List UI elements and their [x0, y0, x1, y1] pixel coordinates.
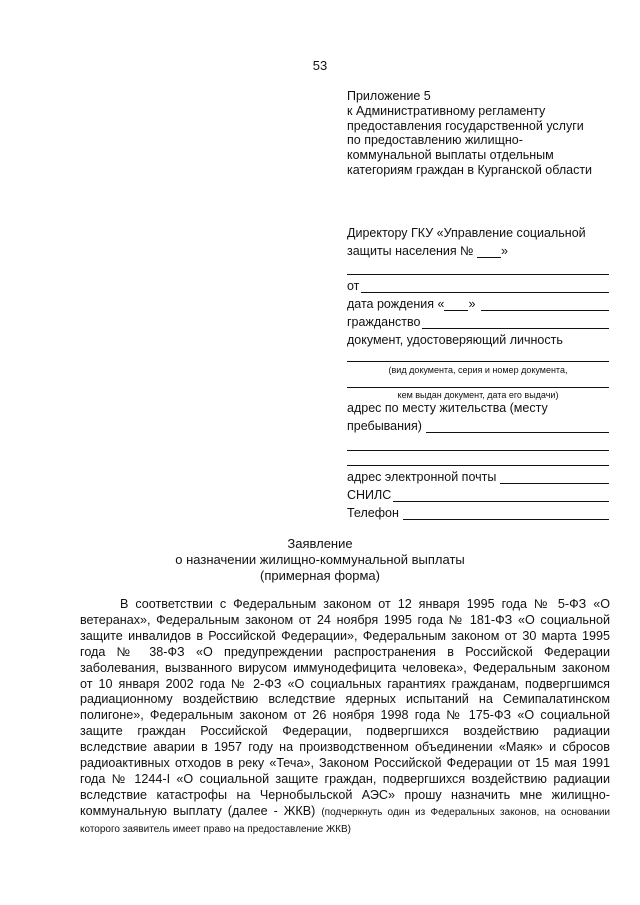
- residence-row-1: [347, 400, 609, 415]
- annex-line: к Административному регламенту: [347, 103, 546, 118]
- phone-row: [347, 502, 609, 520]
- issued-caption: кем выдан документ, дата его выдачи): [397, 390, 559, 400]
- email-label: адрес электронной почты: [347, 470, 497, 484]
- document-row: [347, 329, 609, 347]
- annex-header: [347, 89, 617, 178]
- addressee-block: [347, 222, 609, 520]
- residence-field[interactable]: [426, 420, 609, 433]
- title-form-note: (примерная форма): [260, 568, 380, 583]
- snils-field[interactable]: [393, 489, 609, 502]
- annex-line: категориям граждан в Курганской области: [347, 162, 593, 177]
- birth-date-mid: »: [468, 297, 476, 311]
- document-title: [0, 536, 640, 584]
- residence-label: адрес по месту жительства (месту: [347, 401, 548, 415]
- underline-note: (подчеркнуть один из Федеральных законов, на основании которого заявитель имеет право на предоставление ЖКВ): [80, 806, 611, 835]
- document-caption: (вид документа, серия и номер документа,: [388, 365, 568, 375]
- email-field[interactable]: [500, 471, 609, 484]
- citizenship-label: гражданство: [347, 315, 421, 329]
- department-prefix: защиты населения №: [347, 244, 474, 258]
- document-field[interactable]: [347, 361, 609, 362]
- citizenship-field[interactable]: [422, 316, 609, 329]
- citizenship-row: [347, 311, 609, 329]
- page-number: 53: [312, 58, 328, 73]
- application-text: В соответствии с Федеральным законом от 12 января 1995 года № 5-ФЗ «О ветеранах», Федеральным законом от 24 ноября 1995 года № 181-ФЗ «О социальной защите инвалидов в Российской Федерации», Федеральным законом от 30 марта 1995 года № 38-ФЗ «О предупреждении распространения в Российской Федерации заболевания, вызванного вирусом иммунодефицита человека», Федеральным законом от 10 января 2002 года № 2-ФЗ «О социальных гарантиях гражданам, подвергшимся радиационному воздействию вследствие ядерных испытаний на Семипалатинском полигоне», Федеральным законом от 26 ноября 1998 года № 175-ФЗ «О социальной защите граждан Российской Федерации, подвергшихся воздействию радиации вследствие аварии в 1957 году на производственном объединении «Маяк» и сбросов радиоактивных отходов в реку «Теча», Законом Российской Федерации от 15 мая 1991 года № 1244-I «О социальной защите граждан, подвергшихся воздействию радиации вследствие катастрофы на Чернобыльской АЭС» прошу назначить мне жилищно-коммунальную выплату (далее - ЖКВ): [80, 597, 610, 818]
- document-label: документ, удостоверяющий личность: [347, 333, 563, 347]
- spacer: [347, 451, 609, 465]
- birth-month-year-field[interactable]: [481, 298, 609, 311]
- issued-field[interactable]: [347, 387, 609, 388]
- email-row: [347, 466, 609, 484]
- department-suffix: »: [501, 244, 508, 258]
- annex-line: по предоставлению жилищно-: [347, 133, 523, 148]
- snils-label: СНИЛС: [347, 488, 392, 502]
- director-line: [347, 222, 609, 240]
- annex-line: коммунальной выплаты отдельным: [347, 148, 554, 163]
- birth-date-label: дата рождения «: [347, 297, 445, 311]
- spacer: [347, 347, 609, 361]
- annex-line: Приложение 5: [347, 89, 431, 103]
- from-label: от: [347, 279, 360, 293]
- birth-day-field[interactable]: [444, 299, 468, 311]
- spacer: [347, 433, 609, 450]
- from-field[interactable]: [361, 280, 609, 293]
- phone-label: Телефон: [347, 506, 399, 520]
- spacer: [347, 375, 609, 387]
- department-line: [347, 240, 609, 258]
- from-row: [347, 275, 609, 293]
- residence-label-cont: пребывания): [347, 419, 422, 433]
- birth-date-row: [347, 293, 609, 311]
- director-label: Директору ГКУ «Управление социальной: [347, 226, 586, 240]
- residence-row-2: [347, 415, 609, 433]
- title-subline: о назначении жилищно-коммунальной выплаты: [175, 552, 465, 567]
- phone-field[interactable]: [403, 507, 609, 520]
- application-body: [80, 597, 610, 838]
- department-number-field[interactable]: [477, 246, 501, 258]
- spacer: [347, 258, 609, 274]
- title-line: Заявление: [287, 536, 353, 551]
- snils-row: [347, 484, 609, 502]
- annex-line: предоставления государственной услуги: [347, 118, 584, 133]
